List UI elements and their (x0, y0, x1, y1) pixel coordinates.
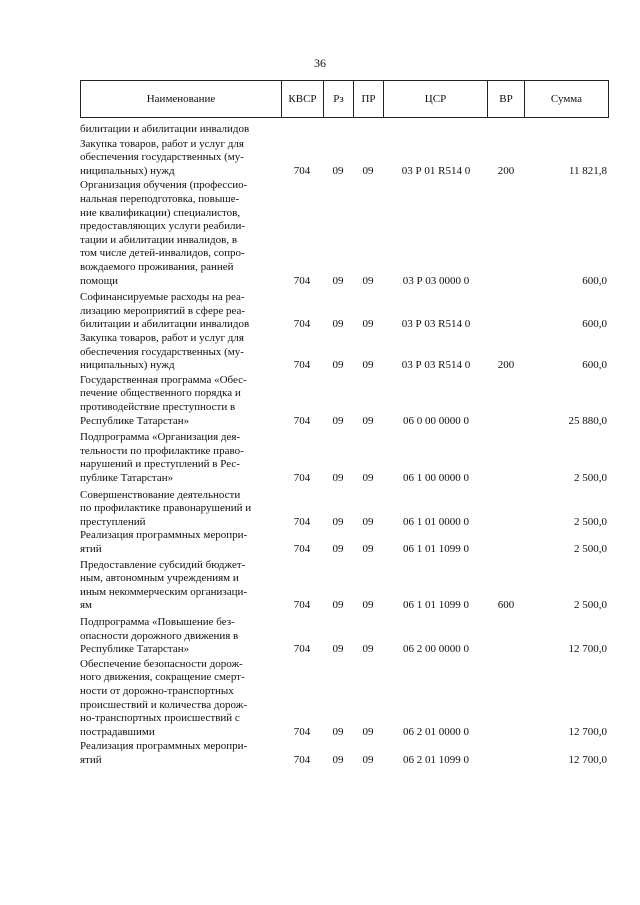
row-name-line: опасности дорожного движения в (80, 629, 239, 642)
row-name-line: лизацию мероприятий в сфере реа- (80, 304, 246, 317)
header-name: Наименование (81, 81, 282, 117)
table-row (80, 616, 610, 657)
row-name-line: Реализация программных меропри- (80, 740, 248, 753)
cell-pr: 09 (362, 725, 374, 738)
cell-rz: 09 (332, 599, 344, 612)
page-number: 36 (314, 56, 326, 70)
row-name (80, 529, 276, 556)
header-rz: Рз (324, 81, 354, 117)
cell-csr: 06 0 00 0000 0 (403, 414, 469, 427)
table-row (80, 559, 610, 613)
cell-rz: 09 (332, 318, 344, 331)
table-row (80, 529, 610, 556)
row-name-line: Государственная программа «Обес- (80, 373, 247, 386)
cell-kvsr: 704 (293, 274, 311, 287)
cell-pr: 09 (362, 164, 374, 177)
row-name (80, 291, 276, 332)
cell-sum: 25 880,0 (568, 414, 607, 427)
row-name (80, 616, 276, 657)
row-name-line: Республике Татарстан» (80, 414, 190, 427)
cell-rz: 09 (332, 725, 344, 738)
cell-csr: 06 1 01 0000 0 (403, 515, 469, 528)
row-name-line: ниципальных) нужд (80, 164, 175, 177)
cell-rz: 09 (332, 274, 344, 287)
row-name-line: билитации и абилитации инвалидов (80, 123, 250, 135)
table-row (80, 123, 610, 137)
row-name (80, 374, 276, 428)
cell-sum: 12 700,0 (568, 753, 607, 766)
header-sum: Сумма (550, 93, 583, 105)
cell-sum: 600,0 (582, 318, 607, 331)
cell-pr: 09 (362, 515, 374, 528)
cell-rz: 09 (332, 643, 344, 656)
cell-sum: 600,0 (582, 359, 607, 372)
row-name-line: ниципальных) нужд (80, 359, 175, 372)
cell-sum: 12 700,0 (568, 643, 607, 656)
table-row (80, 740, 610, 767)
cell-vr: 200 (497, 164, 515, 177)
cell-sum: 2 500,0 (574, 542, 607, 555)
row-name-line: противодействие преступности в (80, 400, 236, 413)
row-name-line: публике Татарстан» (80, 471, 174, 484)
cell-rz: 09 (332, 359, 344, 372)
cell-kvsr: 704 (293, 515, 311, 528)
cell-sum: 2 500,0 (574, 471, 607, 484)
row-name-line: ным, автономным учреждениям и (80, 572, 239, 585)
cell-kvsr: 704 (293, 599, 311, 612)
cell-pr: 09 (362, 599, 374, 612)
cell-csr: 06 2 01 1099 0 (403, 753, 469, 766)
cell-kvsr: 704 (293, 542, 311, 555)
cell-sum: 600,0 (582, 274, 607, 287)
cell-csr: 06 1 00 0000 0 (403, 471, 469, 484)
cell-rz: 09 (332, 515, 344, 528)
row-name (80, 658, 276, 740)
row-name-line: Предоставление субсидий бюджет- (80, 558, 246, 571)
row-name-line: нарушений и преступлений в Рес- (80, 458, 240, 471)
cell-rz: 09 (332, 164, 344, 177)
cell-pr: 09 (362, 471, 374, 484)
row-name-line: печение общественного порядка и (80, 387, 241, 400)
row-name-line: обеспечения государственных (му- (80, 151, 244, 164)
header-pr: ПР (354, 81, 384, 117)
row-name-line: ности от дорожно-транспортных (80, 684, 234, 697)
row-name-line: Совершенствование деятельности (80, 488, 241, 501)
row-name-line: билитации и абилитации инвалидов (80, 318, 250, 331)
cell-pr: 09 (362, 318, 374, 331)
cell-csr: 06 1 01 1099 0 (403, 542, 469, 555)
cell-kvsr: 704 (293, 725, 311, 738)
cell-csr: 06 2 01 0000 0 (403, 725, 469, 738)
cell-csr: 03 Р 01 R514 0 (401, 164, 471, 177)
table-row (80, 291, 610, 332)
cell-csr: 06 2 00 0000 0 (403, 643, 469, 656)
table-header (80, 80, 609, 118)
row-name-line: Республике Татарстан» (80, 643, 190, 656)
row-name (80, 740, 276, 767)
row-name (80, 138, 276, 179)
cell-sum: 12 700,0 (568, 725, 607, 738)
cell-kvsr: 704 (293, 753, 311, 766)
row-name-line: вождаемого проживания, ранней (80, 260, 234, 273)
row-name-line: ям (80, 599, 93, 612)
table-row (80, 658, 610, 740)
row-name (80, 431, 276, 485)
cell-pr: 09 (362, 274, 374, 287)
cell-csr: 06 1 01 1099 0 (403, 599, 469, 612)
row-name (80, 559, 276, 613)
row-name-line: ного движения, сокращение смерт- (80, 671, 245, 684)
cell-pr: 09 (362, 753, 374, 766)
header-csr: ЦСР (384, 81, 488, 117)
cell-sum: 2 500,0 (574, 599, 607, 612)
cell-kvsr: 704 (293, 643, 311, 656)
row-name (80, 179, 276, 288)
header-vr: ВР (488, 81, 525, 117)
row-name-line: предоставляющих услуги реабили- (80, 220, 246, 233)
row-name-line: Подпрограмма «Повышение без- (80, 616, 235, 628)
row-name (80, 332, 276, 373)
cell-vr: 600 (497, 599, 515, 612)
row-name-line: иным некоммерческим организаци- (80, 585, 248, 598)
row-name-line: Подпрограмма «Организация дея- (80, 431, 241, 444)
cell-rz: 09 (332, 753, 344, 766)
row-name-line: ятий (80, 753, 102, 766)
row-name (80, 123, 276, 137)
cell-kvsr: 704 (293, 318, 311, 331)
cell-rz: 09 (332, 471, 344, 484)
row-name-line: тации и абилитации инвалидов, в (80, 233, 238, 246)
cell-kvsr: 704 (293, 471, 311, 484)
header-kvsr: КВСР (282, 81, 324, 117)
table-row (80, 138, 610, 179)
table-row (80, 374, 610, 428)
row-name-line: Организация обучения (профессио- (80, 179, 248, 192)
row-name-line: нальная переподготовка, повыше- (80, 192, 240, 205)
cell-pr: 09 (362, 414, 374, 427)
cell-rz: 09 (332, 414, 344, 427)
row-name (80, 489, 276, 530)
row-name-line: тельности по профилактике право- (80, 444, 244, 457)
row-name-line: пострадавшими (80, 725, 155, 738)
row-name-line: обеспечения государственных (му- (80, 345, 244, 358)
cell-pr: 09 (362, 542, 374, 555)
cell-pr: 09 (362, 643, 374, 656)
row-name-line: происшествий и количества дорож- (80, 698, 247, 711)
cell-pr: 09 (362, 359, 374, 372)
row-name-line: помощи (80, 274, 118, 287)
cell-csr: 03 Р 03 R514 0 (401, 359, 471, 372)
row-name-line: том числе детей-инвалидов, сопро- (80, 247, 245, 260)
table-row (80, 332, 610, 373)
row-name-line: Софинансируемые расходы на реа- (80, 291, 245, 304)
row-name-line: Реализация программных меропри- (80, 529, 248, 542)
cell-vr: 200 (497, 359, 515, 372)
cell-csr: 03 Р 03 R514 0 (401, 318, 471, 331)
cell-rz: 09 (332, 542, 344, 555)
table-row (80, 489, 610, 530)
row-name-line: но-транспортных происшествий с (80, 712, 240, 725)
table-row (80, 431, 610, 485)
table-row (80, 179, 610, 288)
cell-kvsr: 704 (293, 164, 311, 177)
cell-kvsr: 704 (293, 414, 311, 427)
row-name-line: преступлений (80, 515, 146, 528)
row-name-line: ятий (80, 542, 102, 555)
cell-kvsr: 704 (293, 359, 311, 372)
row-name-line: ние квалификации) специалистов, (80, 206, 241, 219)
cell-csr: 03 Р 03 0000 0 (402, 274, 470, 287)
cell-sum: 11 821,8 (568, 164, 607, 177)
row-name-line: по профилактике правонарушений и (80, 502, 252, 515)
cell-sum: 2 500,0 (574, 515, 607, 528)
row-name-line: Обеспечение безопасности дорож- (80, 657, 243, 670)
row-name-line: Закупка товаров, работ и услуг для (80, 332, 244, 344)
row-name-line: Закупка товаров, работ и услуг для (80, 137, 244, 150)
